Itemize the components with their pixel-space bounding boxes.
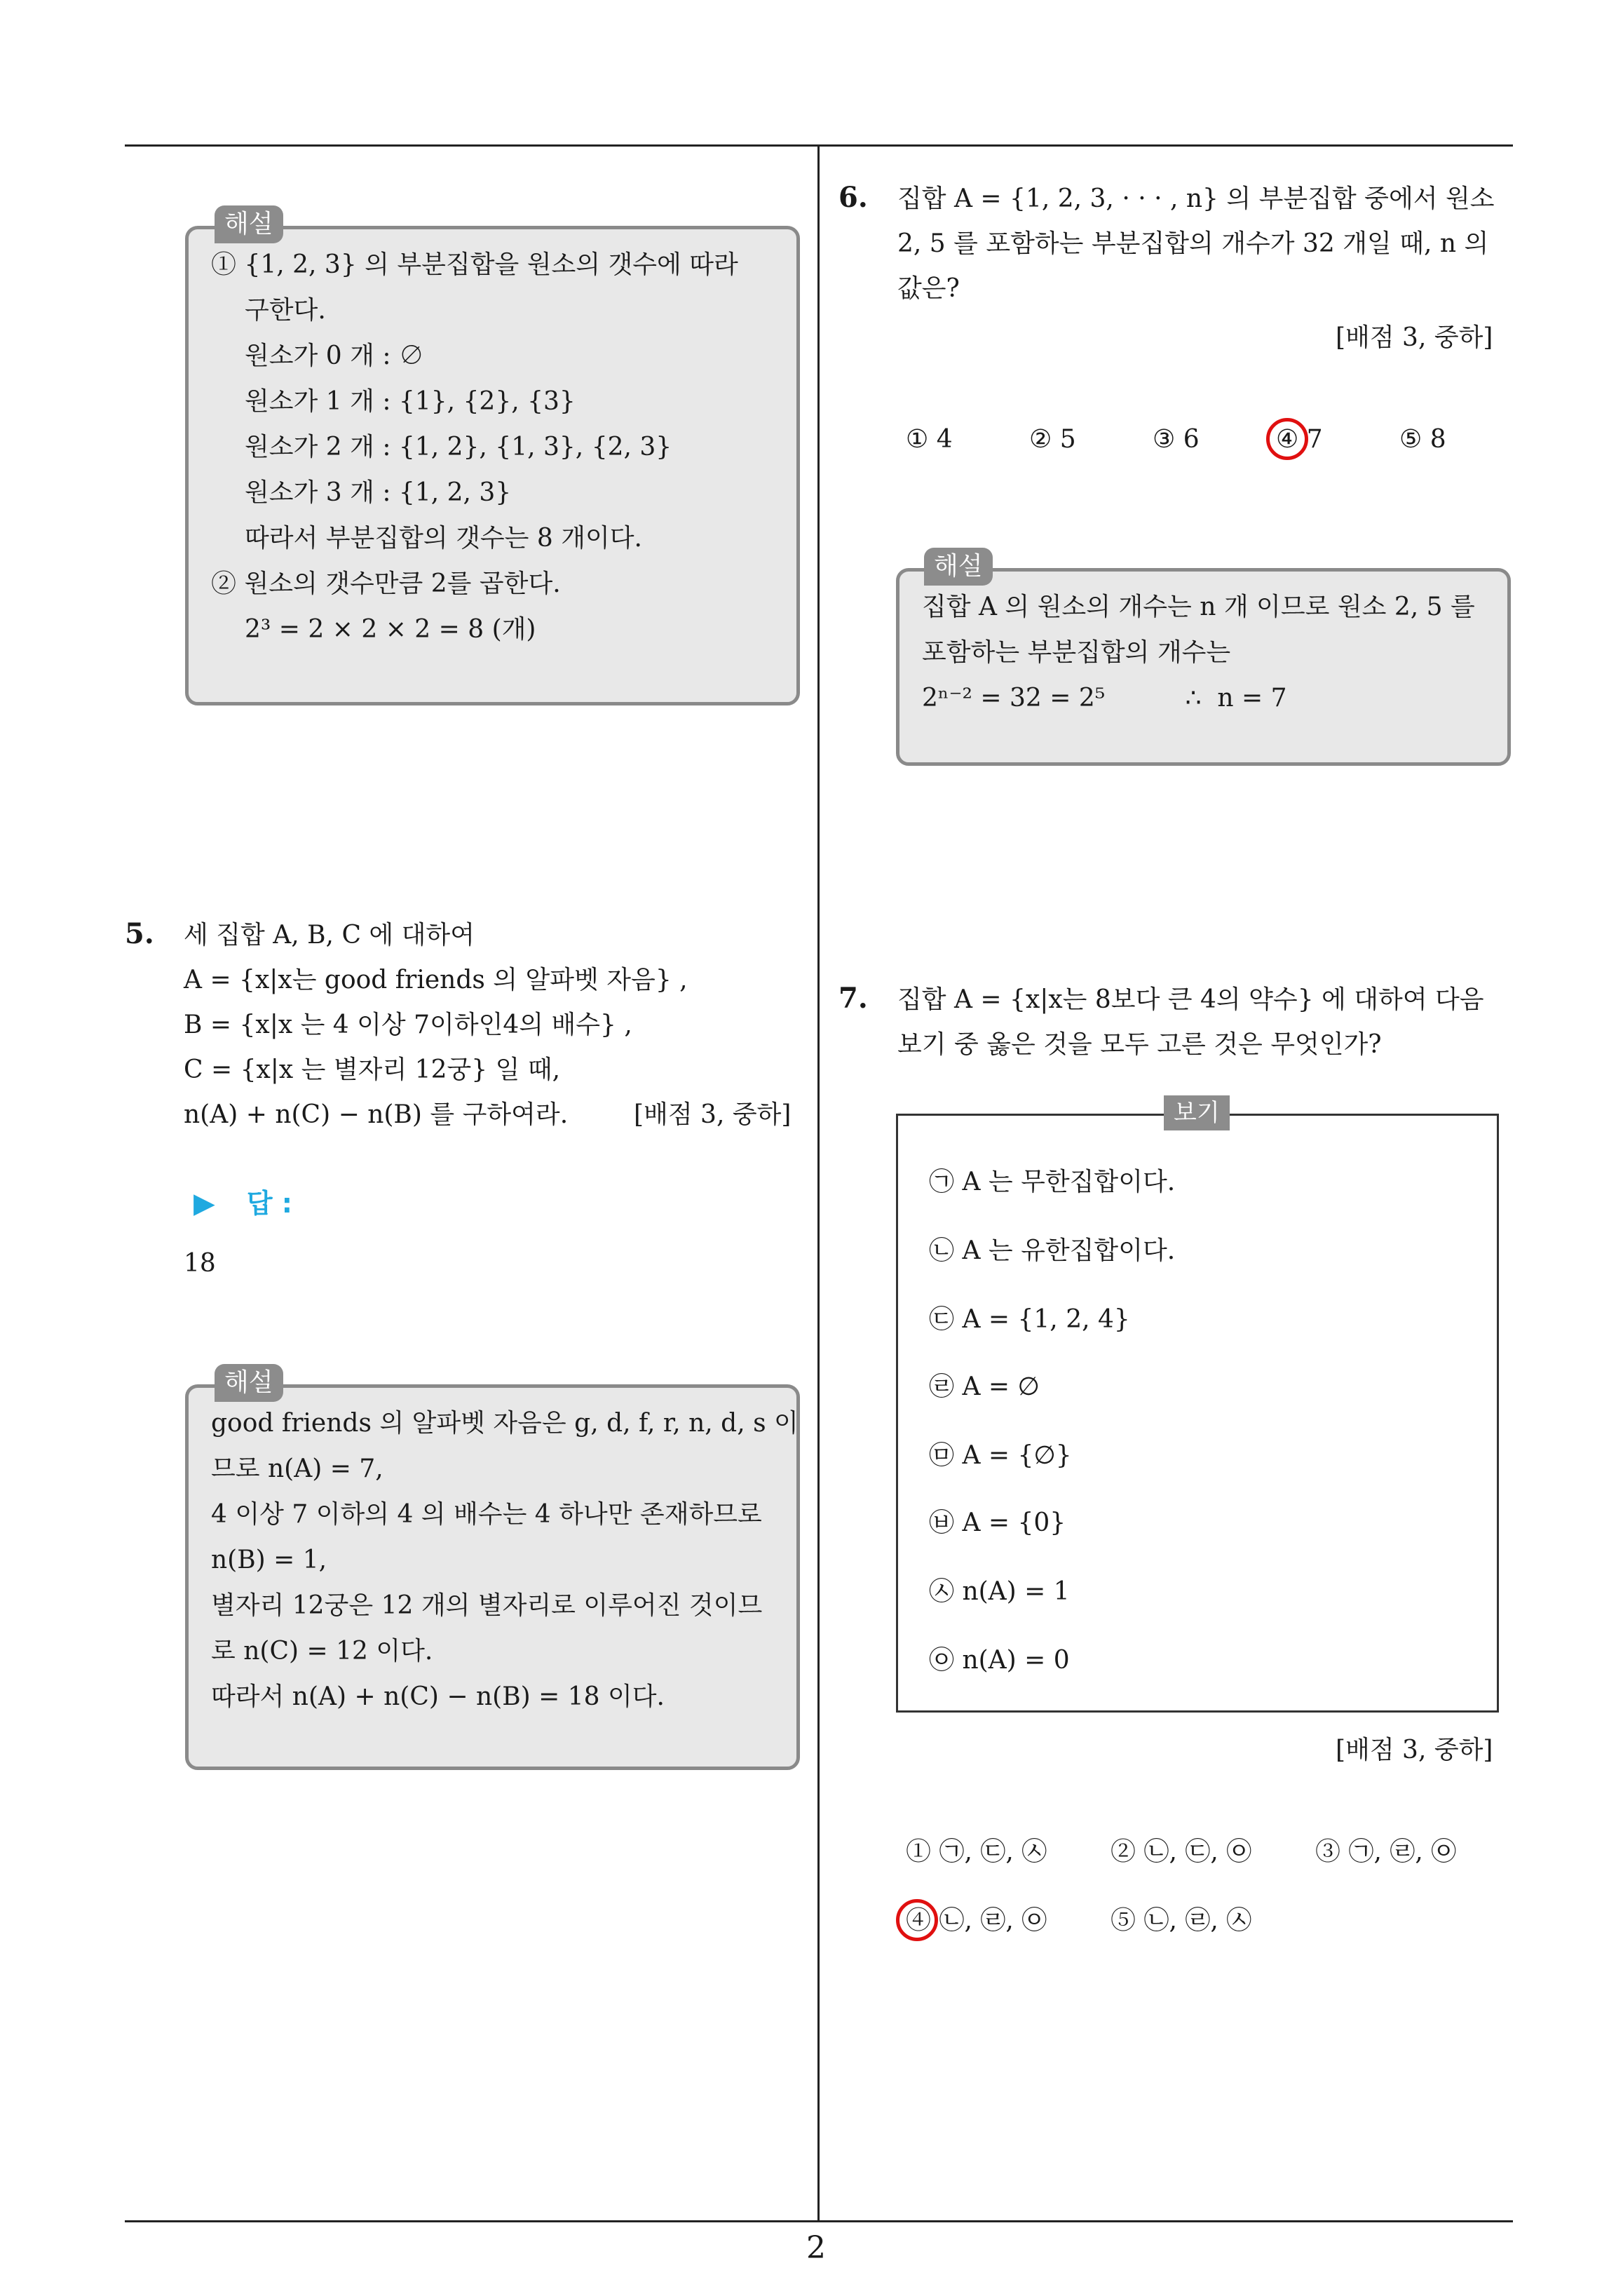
question-line: 2, 5 를 포함하는 부분집합의 개수가 32 개일 때, n 의 [897, 229, 1489, 258]
question-number: 6. [838, 181, 868, 214]
explanation-tag: 해설 [215, 1364, 283, 1402]
choice-1[interactable]: ① 4 [906, 425, 953, 454]
choice-5[interactable]: ⑤ 8 [1399, 425, 1446, 454]
answer-label: 답 : [246, 1188, 292, 1219]
bogi-item: ㉦ n(A) = 1 [929, 1577, 1070, 1606]
bogi-box [896, 1114, 1499, 1713]
explanation-line: 2ⁿ⁻² = 32 = 2⁵ ∴ n = 7 [922, 684, 1287, 713]
explanation-line: 따라서 부분집합의 갯수는 8 개이다. [245, 524, 642, 553]
explanation-tag: 해설 [215, 205, 283, 243]
explanation-line: 구한다. [245, 296, 326, 325]
explanation-line: 포함하는 부분집합의 개수는 [922, 638, 1231, 667]
explanation-tag: 해설 [924, 548, 993, 586]
bogi-tag: 보기 [1164, 1095, 1230, 1130]
explanation-line: 원소가 0 개 : ∅ [245, 342, 424, 370]
column-divider [817, 144, 820, 2222]
question-line: A = {x|x는 good friends 의 알파벳 자음} , [184, 966, 688, 994]
question-line: n(A) + n(C) − n(B) 를 구하여라. [184, 1100, 569, 1129]
explanation-2-body [211, 1400, 799, 1720]
question-points: [배점 3, 중하] [634, 1100, 792, 1129]
bogi-item: ㉤ A = {∅} [929, 1441, 1072, 1470]
question-points: [배점 3, 중하] [1336, 1736, 1493, 1764]
question-line: C = {x|x 는 별자리 12궁} 일 때, [184, 1055, 561, 1084]
question-line: 보기 중 옳은 것을 모두 고른 것은 무엇인가? [897, 1030, 1382, 1059]
bogi-item: ㉣ A = ∅ [929, 1372, 1040, 1401]
choice-2[interactable]: ② 5 [1029, 425, 1076, 454]
explanation-line: 집합 A 의 원소의 개수는 n 개 이므로 원소 2, 5 를 [922, 593, 1475, 621]
explanation-3-body [922, 584, 1475, 721]
question-line: 세 집합 A, B, C 에 대하여 [184, 921, 475, 950]
explanation-line: 2³ = 2 × 2 × 2 = 8 (개) [245, 615, 536, 644]
question-number: 5. [125, 917, 154, 950]
explanation-1-body [211, 242, 738, 652]
page-number: 2 [806, 2230, 826, 2266]
question-7-body [897, 978, 1484, 1067]
choice-3[interactable]: ③ ㉠, ㉣, ㉧ [1315, 1837, 1457, 1866]
choice-4[interactable]: ④ ㉡, ㉣, ㉧ [906, 1906, 1047, 1935]
explanation-line: ① {1, 2, 3} 의 부분집합을 원소의 갯수에 따라 [211, 250, 738, 279]
explanation-line: 로 n(C) = 12 이다. [211, 1637, 433, 1666]
question-line: 집합 A = {1, 2, 3, · · · , n} 의 부분집합 중에서 원소 [897, 184, 1495, 213]
answer-heading [193, 1182, 292, 1220]
explanation-line: 므로 n(A) = 7, [211, 1454, 383, 1483]
explanation-line: n(B) = 1, [211, 1546, 327, 1574]
choice-1[interactable]: ① ㉠, ㉢, ㉦ [906, 1837, 1047, 1866]
choice-2[interactable]: ② ㉡, ㉢, ㉧ [1111, 1837, 1252, 1866]
question-line: 집합 A = {x|x는 8보다 큰 4의 약수} 에 대하여 다음 [897, 985, 1484, 1014]
question-5-body [184, 913, 688, 1137]
selected-answer-circle [1266, 418, 1308, 460]
question-line: B = {x|x 는 4 이상 7이하인4의 배수} , [184, 1011, 632, 1039]
question-line: 값은? [897, 274, 960, 303]
explanation-line: 4 이상 7 이하의 4 의 배수는 4 하나만 존재하므로 [211, 1500, 762, 1529]
selected-answer-circle [896, 1899, 938, 1941]
choice-5[interactable]: ⑤ ㉡, ㉣, ㉦ [1111, 1906, 1252, 1935]
bogi-item: ㉡ A 는 유한집합이다. [929, 1236, 1176, 1265]
bogi-item: ㉧ n(A) = 0 [929, 1646, 1070, 1675]
explanation-line: 원소가 2 개 : {1, 2}, {1, 3}, {2, 3} [245, 433, 672, 461]
explanation-line: 원소가 3 개 : {1, 2, 3} [245, 478, 512, 507]
explanation-line: 따라서 n(A) + n(C) − n(B) = 18 이다. [211, 1682, 665, 1711]
answer-value: 18 [184, 1249, 216, 1278]
question-number: 7. [838, 982, 868, 1015]
bogi-item: ㉠ A 는 무한집합이다. [929, 1168, 1176, 1196]
explanation-line: ② 원소의 갯수만큼 2를 곱한다. [211, 569, 561, 598]
explanation-box-2 [185, 1384, 800, 1770]
choice-3[interactable]: ③ 6 [1153, 425, 1200, 454]
bogi-item: ㉥ A = {0} [929, 1508, 1066, 1537]
bogi-item: ㉢ A = {1, 2, 4} [929, 1305, 1130, 1334]
explanation-line: 별자리 12궁은 12 개의 별자리로 이루어진 것이므 [211, 1591, 763, 1620]
explanation-line: good friends 의 알파벳 자음은 g, d, f, r, n, d, s 이 [211, 1409, 799, 1438]
bottom-rule [125, 2220, 1513, 2222]
explanation-box-3 [896, 568, 1511, 766]
explanation-line: 원소가 1 개 : {1}, {2}, {3} [245, 387, 576, 416]
play-arrow-icon: ▶ [193, 1187, 215, 1220]
explanation-box-1 [185, 226, 800, 705]
question-6-body [897, 177, 1495, 311]
question-points: [배점 3, 중하] [1336, 323, 1493, 352]
choice-4[interactable]: ④ 7 [1276, 425, 1323, 454]
